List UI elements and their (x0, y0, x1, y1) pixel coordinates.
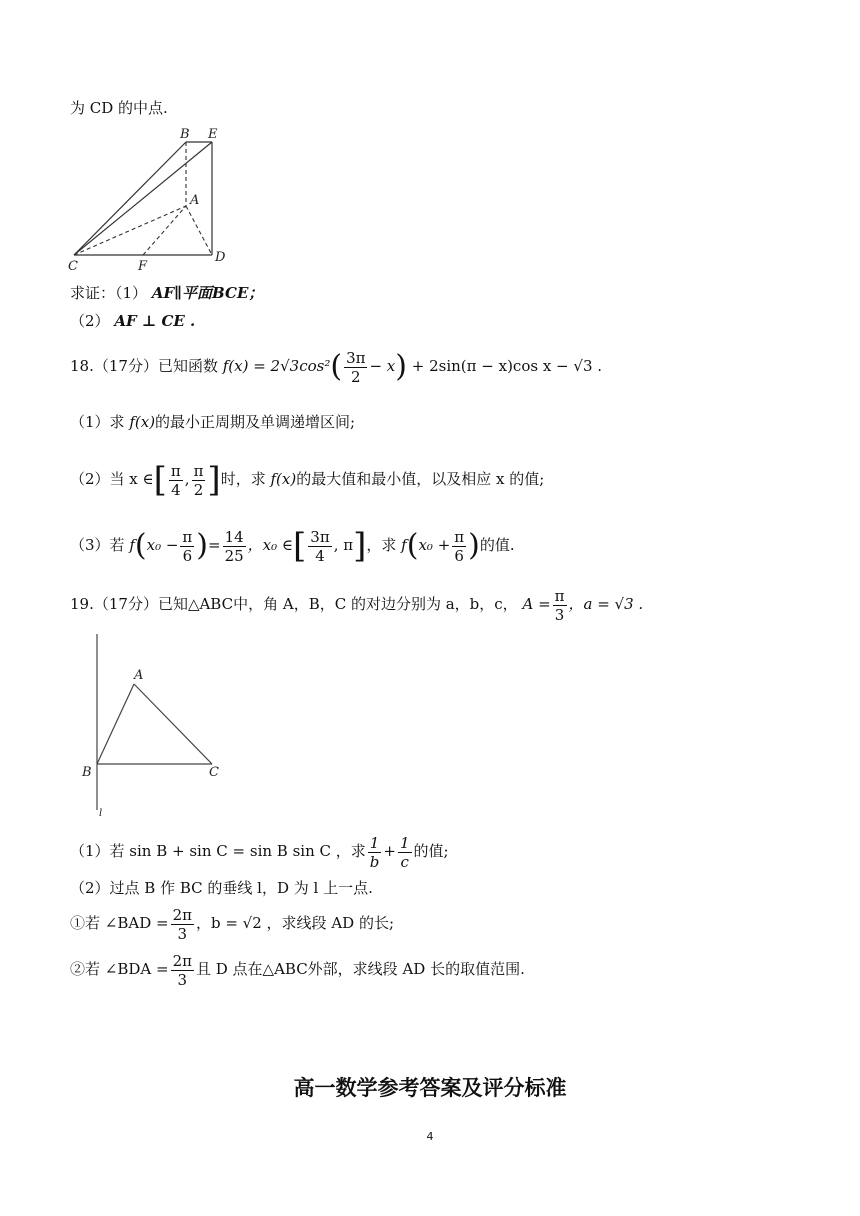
q17-part1 (70, 283, 263, 303)
fig1-label-F: F (138, 259, 148, 274)
frac-den: 2 (193, 480, 204, 499)
paren-right-icon: ) (196, 528, 208, 563)
q18-p3-arg2-frac (452, 528, 466, 565)
frac-den: c (400, 852, 409, 871)
q19-sub1 (70, 904, 394, 943)
frac-num: 3π (346, 348, 366, 367)
q18-p3-val-frac (223, 528, 246, 565)
q19-part2: （2）过点 B 作 BC 的垂线 l，D 为 l 上一点. (70, 879, 373, 897)
frac-den: 6 (454, 546, 464, 565)
frac-num: 1 (399, 833, 410, 852)
bracket-right-icon: ] (353, 526, 367, 566)
q18-p3-ask: ，求 (366, 536, 397, 554)
page-number: 4 (426, 1130, 434, 1143)
frac-num: 3π (310, 527, 330, 546)
intro-line: 为 CD 的中点. (70, 99, 168, 117)
paren-right-icon: ) (395, 349, 407, 384)
q18-p3-arg2: x₀ + (418, 536, 451, 554)
q19-s1-suffix: ，b = √2 ，求线段 AD 的长; (195, 914, 394, 932)
fig1-label-E: E (208, 127, 218, 142)
q18-p3-int-frac (308, 528, 331, 565)
q19-p1-suffix: 的值; (413, 842, 449, 860)
q18-p1-fx: f(x) (129, 413, 156, 431)
frac-den: b (369, 852, 380, 871)
q18-formula-frac (344, 349, 367, 386)
q18-p3-f: f (129, 536, 135, 554)
q19-sub2 (70, 950, 525, 989)
q18-p3-cond: ，x₀ ∈ (247, 536, 294, 554)
frac-den: 6 (182, 546, 193, 565)
q19-cond-b: ，a = √3 . (568, 595, 644, 613)
q19-part1 (70, 832, 449, 871)
frac-den: 4 (315, 546, 325, 565)
frac-den: 3 (554, 605, 565, 624)
q17-part1-text: AF∥平面BCE； (151, 284, 264, 302)
q18-p3-arg: x₀ − (146, 536, 179, 554)
paren-left-icon: ( (406, 528, 419, 563)
frac-num: π (554, 586, 565, 605)
q19-s2-suffix: 且 D 点在△ABC外部，求线段 AD 长的取值范围. (195, 960, 525, 978)
frac-num: π (170, 461, 181, 480)
q19-p1-prefix: （1）若 sin B + sin C = sin B sin C ，求 (70, 842, 366, 860)
frac-num: π (193, 461, 204, 480)
q19-s1-frac (171, 906, 194, 943)
q18-p3-f2: f (401, 536, 407, 554)
figure-triangle (78, 630, 258, 820)
frac-num: 2π (172, 951, 192, 970)
q19-cond-a-frac (553, 587, 567, 624)
frac-den: 25 (224, 546, 244, 565)
q18-p2-suffix: 的最大值和最小值，以及相应 x 的值; (296, 470, 545, 488)
q18-p3-arg-frac (180, 528, 194, 565)
q18-p2-int-a (169, 462, 183, 499)
q19-p1-plus: + (383, 842, 396, 860)
q18-part1 (70, 412, 355, 432)
frac-num: π (182, 527, 193, 546)
q17-part2-prefix: （2） (70, 312, 110, 330)
fig1-label-B: B (180, 127, 190, 142)
paren-left-icon: ( (134, 528, 147, 563)
q18-formula-a: f(x) = 2√3cos² (222, 357, 331, 375)
q18-part2: （2）当 x ∈[ $\frac{\pi}{4}$ , $\frac{\pi}{2}$ ]时，求 f(x)的最大值和最小值，以及相应 x 的值; (70, 460, 545, 500)
fig2-label-B: B (82, 765, 92, 780)
fig2-label-l: l (99, 808, 103, 819)
q18-p2-fx: f(x) (270, 470, 297, 488)
frac-den: 4 (171, 480, 181, 499)
frac-den: 2 (350, 367, 361, 386)
q18-formula-c: + 2sin(π − x)cos x − √3 . (411, 357, 603, 375)
q18-p2-prefix: （2）当 x ∈ (70, 470, 154, 488)
frac-den: 3 (177, 924, 188, 943)
q19-s2-prefix: ②若 ∠BDA = (70, 960, 169, 978)
q17-part2-text: AF ⊥ CE . (114, 312, 196, 330)
q18-p3-suffix: 的值. (479, 536, 515, 554)
q18-p2-mid: 时，求 (220, 470, 266, 488)
q19-cond-a: A = (522, 595, 551, 613)
q18-p3-eq: = (208, 536, 221, 554)
fig1-label-C: C (68, 259, 78, 274)
answer-key-title: 高一数学参考答案及评分标准 (293, 1076, 567, 1100)
q18-header (70, 348, 602, 386)
q17-prove-prefix: 求证：（1） (70, 284, 148, 302)
fig2-label-A: A (134, 668, 144, 683)
q17-part2 (70, 311, 195, 331)
paren-right-icon: ) (468, 528, 480, 563)
q19-s2-frac (171, 952, 194, 989)
bracket-left-icon: [ (293, 526, 307, 566)
q19-s1-prefix: ①若 ∠BAD = (70, 914, 169, 932)
figure-prism (62, 124, 242, 274)
q19-head: 19.（17分）已知△ABC中，角 A，B，C 的对边分别为 a，b，c， (70, 595, 518, 613)
frac-num: 1 (368, 834, 382, 853)
frac-num: π (454, 527, 465, 546)
q18-p1-prefix: （1）求 (70, 413, 125, 431)
paren-left-icon: ( (330, 349, 343, 384)
q18-p1-suffix: 的最小正周期及单调递增区间; (155, 413, 356, 431)
q18-p2-int-b (192, 462, 206, 499)
q18-formula-b: − x (369, 357, 396, 375)
bracket-right-icon: ] (207, 460, 221, 500)
frac-num: 14 (224, 527, 244, 546)
frac-den: 3 (177, 970, 188, 989)
q18-head: 18.（17分）已知函数 (70, 357, 218, 375)
fig1-label-A: A (190, 193, 200, 208)
q18-p3-prefix: （3）若 (70, 536, 125, 554)
q19-p1-frac2 (398, 834, 412, 871)
frac-num: 2π (172, 905, 192, 924)
bracket-left-icon: [ (153, 460, 167, 500)
fig1-label-D: D (215, 250, 226, 265)
q18-part3 (70, 526, 515, 565)
q19-header (70, 586, 643, 624)
q18-p3-int-b: , π (333, 536, 354, 554)
q19-p1-frac1 (368, 834, 382, 871)
fig2-label-C: C (209, 765, 219, 780)
